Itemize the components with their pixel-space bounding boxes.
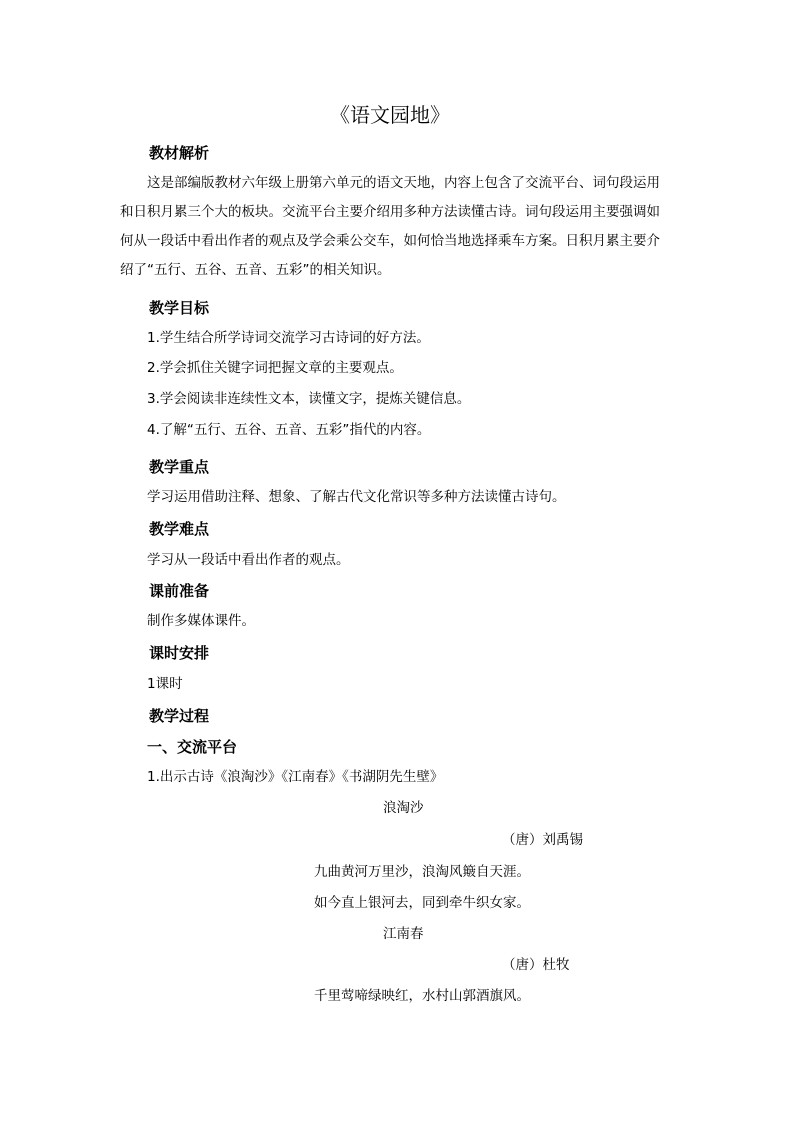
section-heading-preparation: 课前准备 [149,582,210,600]
section-heading-key-points: 教学重点 [149,458,210,476]
page-title: 《语文园地》 [330,103,450,127]
goal-item-4: 4.了解“五行、五谷、五音、五彩”指代的内容。 [147,422,431,438]
section-heading-schedule: 课时安排 [149,644,210,662]
schedule-text: 1课时 [147,676,183,692]
section-heading-analysis: 教材解析 [149,144,210,162]
difficulties-text: 学习从一段话中看出作者的观点。 [147,552,350,568]
goal-item-2: 2.学会抓住关键字词把握文章的主要观点。 [147,360,403,376]
poem-author: （唐）刘禹锡 [502,832,583,848]
poem-author: （唐）杜牧 [502,957,570,973]
analysis-line-2: 和日积月累三个大的板块。交流平台主要介绍用多种方法读懂古诗。词句段运用主要强调如 [120,204,660,220]
analysis-line-4: 绍了“五行、五谷、五音、五彩”的相关知识。 [120,262,391,278]
poem-line: 如今直上银河去，同到牵牛织女家。 [314,895,530,911]
process-step-1: 1.出示古诗《浪淘沙》《江南春》《书湖阴先生壁》 [147,769,444,785]
poem-line: 九曲黄河万里沙，浪淘风簸自天涯。 [314,864,530,880]
goal-item-3: 3.学会阅读非连续性文本，读懂文字，提炼关键信息。 [147,391,471,407]
section-heading-goals: 教学目标 [149,299,210,317]
analysis-line-3: 何从一段话中看出作者的观点及学会乘公交车，如何恰当地选择乘车方案。日积月累主要介 [120,233,660,249]
process-subheading: 一、交流平台 [147,738,238,756]
key-points-text: 学习运用借助注释、想象、了解古代文化常识等多种方法读懂古诗句。 [147,489,566,505]
goal-item-1: 1.学生结合所学诗词交流学习古诗词的好方法。 [147,330,430,346]
analysis-line-1: 这是部编版教材六年级上册第六单元的语文天地，内容上包含了交流平台、词句段运用 [147,175,660,191]
preparation-text: 制作多媒体课件。 [147,613,255,629]
poem-title: 浪淘沙 [383,800,424,816]
poem-title: 江南春 [383,926,424,942]
section-heading-process: 教学过程 [149,707,210,725]
poem-line: 千里莺啼绿映红，水村山郭酒旗风。 [314,988,530,1004]
section-heading-difficulties: 教学难点 [149,520,210,538]
